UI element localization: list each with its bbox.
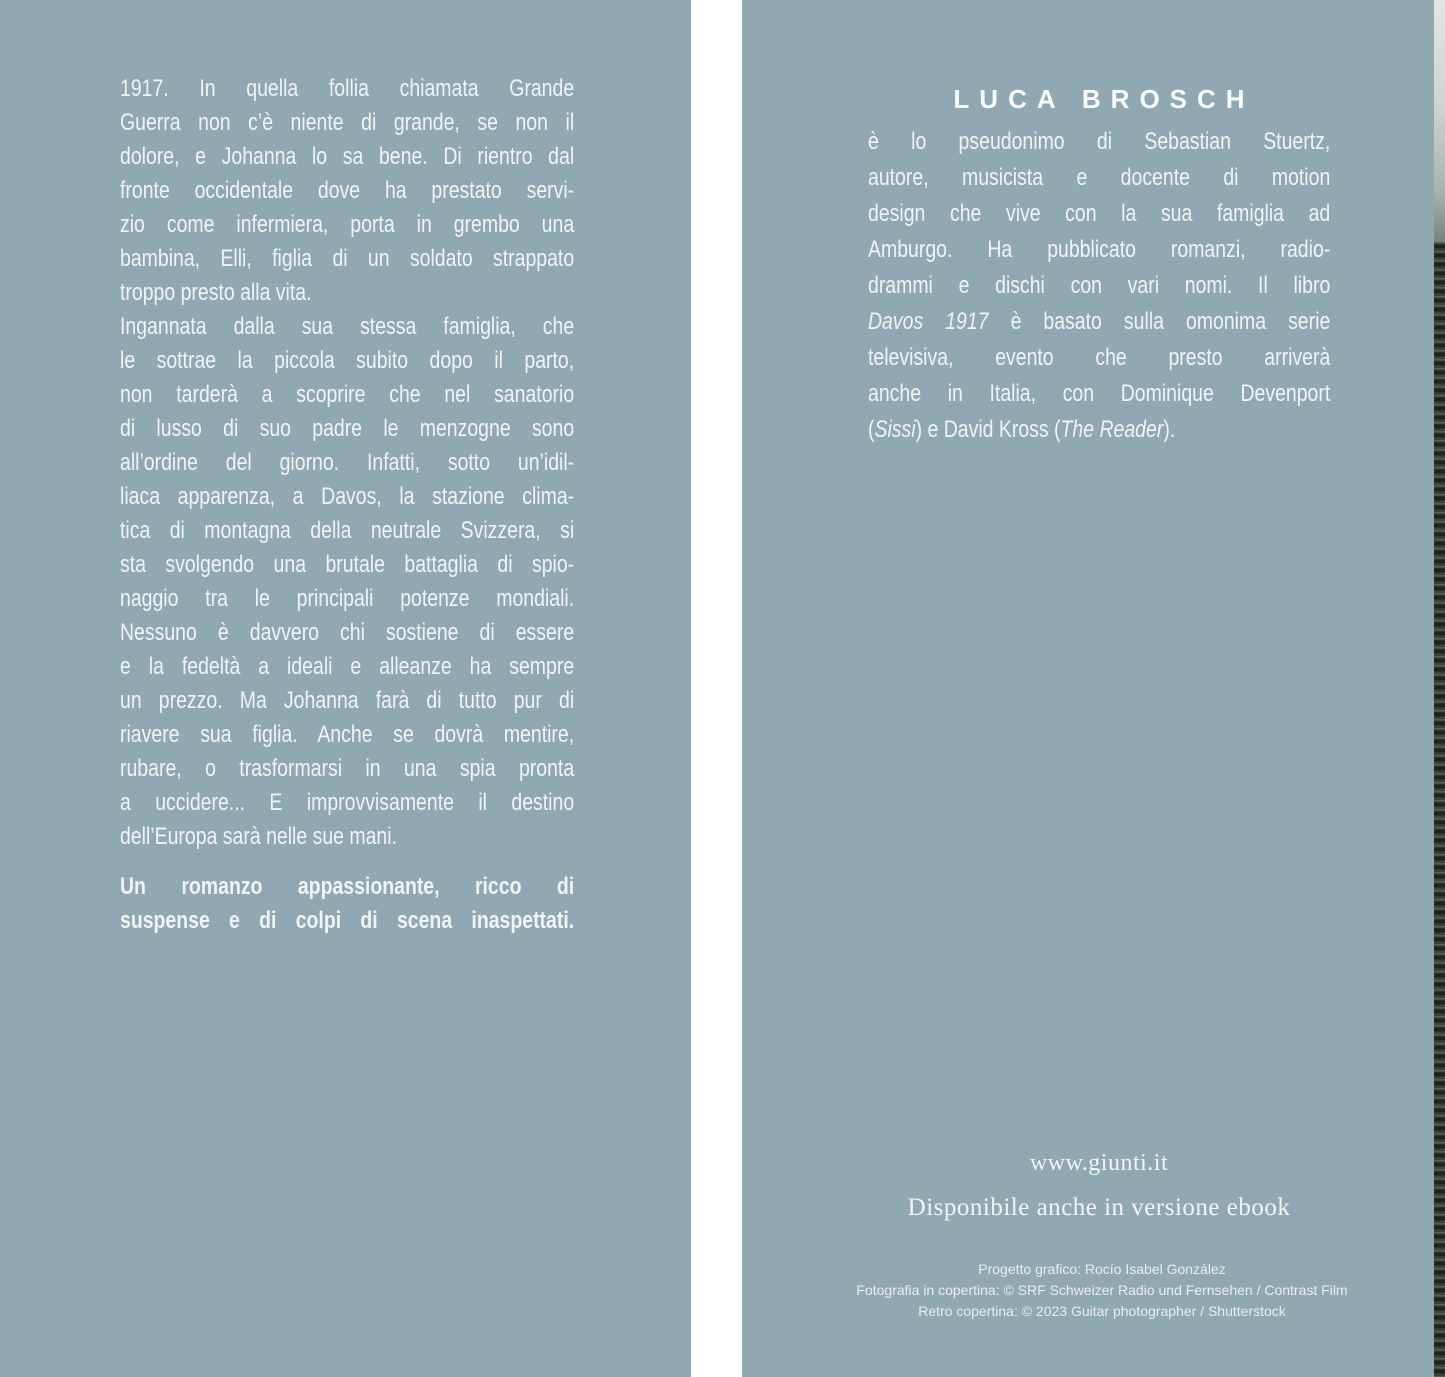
text-line: le sottrae la piccola subito dopo il parto,	[120, 347, 575, 374]
text-line: e la fedeltà a ideali e alleanze ha sempre	[120, 653, 575, 680]
text-line: Ingannata dalla sua stessa famiglia, che	[120, 313, 575, 340]
text-line: tica di montagna della neutrale Svizzera, si	[120, 517, 575, 544]
left-flap-panel	[0, 0, 691, 1377]
credit-line: Progetto grafico: Rocío Isabel González	[978, 1261, 1226, 1277]
text-line: Davos 1917 è basato sulla omonima serie	[868, 308, 1331, 335]
right-flap-panel	[742, 0, 1434, 1377]
text-line: sta svolgendo una brutale battaglia di spio-	[120, 551, 575, 578]
text-line: suspense e di colpi di scena inaspettati.	[120, 907, 575, 934]
text-line: anche in Italia, con Dominique Devenport	[868, 380, 1331, 407]
photo-edge-forest	[1434, 242, 1445, 1377]
text-line: (Sissi) e David Kross (The Reader).	[868, 416, 1176, 443]
cover-photo-edge	[1434, 0, 1445, 1377]
paragraph	[120, 72, 574, 310]
text-line: dolore, e Johanna lo sa bene. Di rientro dal	[120, 143, 575, 170]
text-line: di lusso di suo padre le menzogne sono	[120, 415, 575, 442]
text-line: zio come infermiera, porta in grembo una	[120, 211, 575, 238]
publisher-website: www.giunti.it	[1029, 1150, 1169, 1176]
text-line: autore, musicista e docente di motion	[868, 164, 1331, 191]
text-line: è lo pseudonimo di Sebastian Stuertz,	[868, 128, 1331, 155]
text-line: drammi e dischi con vari nomi. Il libro	[868, 272, 1331, 299]
text-line: a uccidere... E improvvisamente il destino	[120, 789, 575, 816]
text-line: liaca apparenza, a Davos, la stazione clima-	[120, 483, 575, 510]
text-line: dell’Europa sarà nelle sue mani.	[120, 823, 397, 850]
text-line: fronte occidentale dove ha prestato servi-	[120, 177, 575, 204]
text-line: design che vive con la sua famiglia ad	[868, 200, 1331, 227]
text-line: all’ordine del giorno. Infatti, sotto un’idil-	[120, 449, 575, 476]
text-line: Amburgo. Ha pubblicato romanzi, radio-	[868, 236, 1331, 263]
text-line: naggio tra le principali potenze mondiali.	[120, 585, 575, 612]
photo-edge-sky	[1434, 0, 1445, 242]
author-bio	[868, 124, 1330, 448]
credits-block	[842, 1259, 1362, 1322]
text-line: riavere sua figlia. Anche se dovrà mentire,	[120, 721, 575, 748]
text-line: Guerra non c’è niente di grande, se non il	[120, 109, 575, 136]
text-line: televisiva, evento che presto arriverà	[868, 344, 1331, 371]
credit-line: Fotografia in copertina: © SRF Schweizer Radio und Fernsehen / Contrast Film	[856, 1282, 1348, 1298]
text-line: non tarderà a scoprire che nel sanatorio	[120, 381, 575, 408]
credit-line: Retro copertina: © 2023 Guitar photographer / Shutterstock	[918, 1303, 1286, 1319]
text-line: Un romanzo appassionante, ricco di	[120, 873, 575, 900]
text-line: rubare, o trasformarsi in una spia pronta	[120, 755, 575, 782]
spine-gutter	[691, 0, 742, 1377]
text-line: bambina, Elli, figlia di un soldato strappato	[120, 245, 575, 272]
text-line: Nessuno è davvero chi sostiene di essere	[120, 619, 575, 646]
text-line: 1917. In quella follia chiamata Grande	[120, 75, 575, 102]
paragraph	[120, 310, 574, 854]
text-line: un prezzo. Ma Johanna farà di tutto pur di	[120, 687, 575, 714]
paragraph	[120, 870, 574, 938]
synopsis-text	[120, 72, 574, 938]
ebook-availability-note: Disponibile anche in versione ebook	[907, 1194, 1291, 1221]
text-line: troppo presto alla vita.	[120, 279, 312, 306]
author-name-heading: LUCA BROSCH	[953, 84, 1255, 114]
